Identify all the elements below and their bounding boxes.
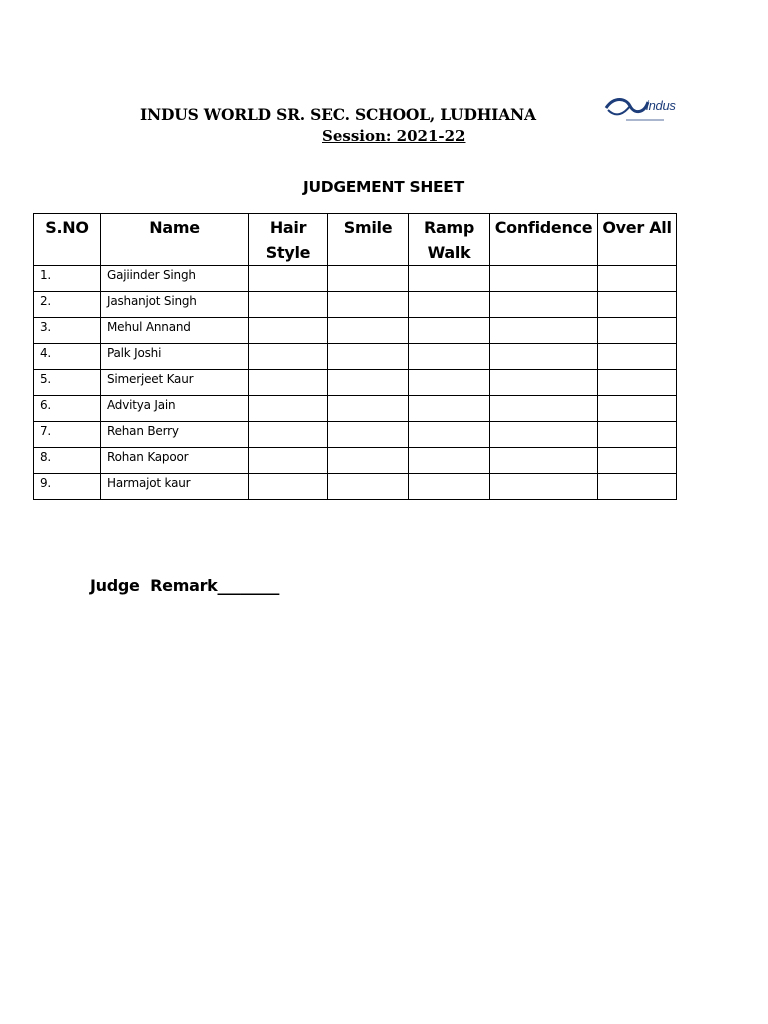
table-row: [34, 318, 677, 344]
cell-sno: 7.: [34, 422, 101, 448]
cell-name: Gajiinder Singh: [101, 266, 249, 292]
column-header-name: Name: [101, 214, 249, 266]
cell-name: Palk Joshi: [101, 344, 249, 370]
cell-confidence[interactable]: [490, 396, 598, 422]
cell-overall[interactable]: [598, 318, 677, 344]
table-row: [34, 292, 677, 318]
cell-ramp-walk[interactable]: [409, 292, 490, 318]
school-logo: [604, 92, 678, 124]
cell-sno: 8.: [34, 448, 101, 474]
cell-smile[interactable]: [328, 396, 409, 422]
cell-sno: 5.: [34, 370, 101, 396]
cell-name: Rohan Kapoor: [101, 448, 249, 474]
table-row: [34, 396, 677, 422]
cell-confidence[interactable]: [490, 318, 598, 344]
cell-confidence[interactable]: [490, 474, 598, 500]
cell-smile[interactable]: [328, 318, 409, 344]
table-row: [34, 266, 677, 292]
cell-ramp-walk[interactable]: [409, 344, 490, 370]
table-row: [34, 344, 677, 370]
cell-name: Mehul Annand: [101, 318, 249, 344]
cell-overall[interactable]: [598, 422, 677, 448]
cell-hair-style[interactable]: [249, 370, 328, 396]
cell-overall[interactable]: [598, 266, 677, 292]
cell-ramp-walk[interactable]: [409, 422, 490, 448]
sheet-title: JUDGEMENT SHEET: [303, 178, 464, 196]
cell-ramp-walk[interactable]: [409, 266, 490, 292]
cell-sno: 1.: [34, 266, 101, 292]
session-label: Session: 2021-22: [322, 127, 466, 145]
cell-hair-style[interactable]: [249, 396, 328, 422]
cell-overall[interactable]: [598, 370, 677, 396]
column-header-hair-style: Hair Style: [249, 214, 328, 266]
column-header-ramp-walk: Ramp Walk: [409, 214, 490, 266]
cell-confidence[interactable]: [490, 370, 598, 396]
cell-hair-style[interactable]: [249, 292, 328, 318]
table-row: [34, 474, 677, 500]
cell-hair-style[interactable]: [249, 344, 328, 370]
cell-overall[interactable]: [598, 292, 677, 318]
cell-ramp-walk[interactable]: [409, 474, 490, 500]
cell-hair-style[interactable]: [249, 474, 328, 500]
cell-hair-style[interactable]: [249, 422, 328, 448]
table-row: [34, 448, 677, 474]
cell-ramp-walk[interactable]: [409, 448, 490, 474]
cell-smile[interactable]: [328, 422, 409, 448]
cell-hair-style[interactable]: [249, 318, 328, 344]
cell-smile[interactable]: [328, 370, 409, 396]
cell-overall[interactable]: [598, 396, 677, 422]
cell-confidence[interactable]: [490, 448, 598, 474]
cell-confidence[interactable]: [490, 344, 598, 370]
cell-name: Harmajot kaur: [101, 474, 249, 500]
school-name: INDUS WORLD SR. SEC. SCHOOL, LUDHIANA: [140, 105, 536, 124]
cell-overall[interactable]: [598, 474, 677, 500]
column-header-smile: Smile: [328, 214, 409, 266]
cell-sno: 3.: [34, 318, 101, 344]
cell-smile[interactable]: [328, 292, 409, 318]
cell-hair-style[interactable]: [249, 448, 328, 474]
cell-confidence[interactable]: [490, 422, 598, 448]
cell-confidence[interactable]: [490, 266, 598, 292]
cell-smile[interactable]: [328, 474, 409, 500]
cell-name: Rehan Berry: [101, 422, 249, 448]
column-header-sno: S.NO: [34, 214, 101, 266]
judgement-table: [33, 213, 677, 500]
judge-remark-label: Judge Remark________: [90, 576, 280, 595]
logo-text: indus: [646, 98, 676, 113]
column-header-confidence: Confidence: [490, 214, 598, 266]
cell-smile[interactable]: [328, 344, 409, 370]
cell-sno: 9.: [34, 474, 101, 500]
cell-ramp-walk[interactable]: [409, 318, 490, 344]
cell-ramp-walk[interactable]: [409, 396, 490, 422]
cell-sno: 4.: [34, 344, 101, 370]
cell-smile[interactable]: [328, 448, 409, 474]
cell-ramp-walk[interactable]: [409, 370, 490, 396]
table-row: [34, 370, 677, 396]
cell-hair-style[interactable]: [249, 266, 328, 292]
cell-overall[interactable]: [598, 448, 677, 474]
cell-confidence[interactable]: [490, 292, 598, 318]
cell-smile[interactable]: [328, 266, 409, 292]
cell-name: Simerjeet Kaur: [101, 370, 249, 396]
column-header-overall: Over All: [598, 214, 677, 266]
cell-sno: 6.: [34, 396, 101, 422]
cell-overall[interactable]: [598, 344, 677, 370]
cell-name: Jashanjot Singh: [101, 292, 249, 318]
table-row: [34, 422, 677, 448]
cell-name: Advitya Jain: [101, 396, 249, 422]
table-header-row: [34, 214, 677, 266]
cell-sno: 2.: [34, 292, 101, 318]
